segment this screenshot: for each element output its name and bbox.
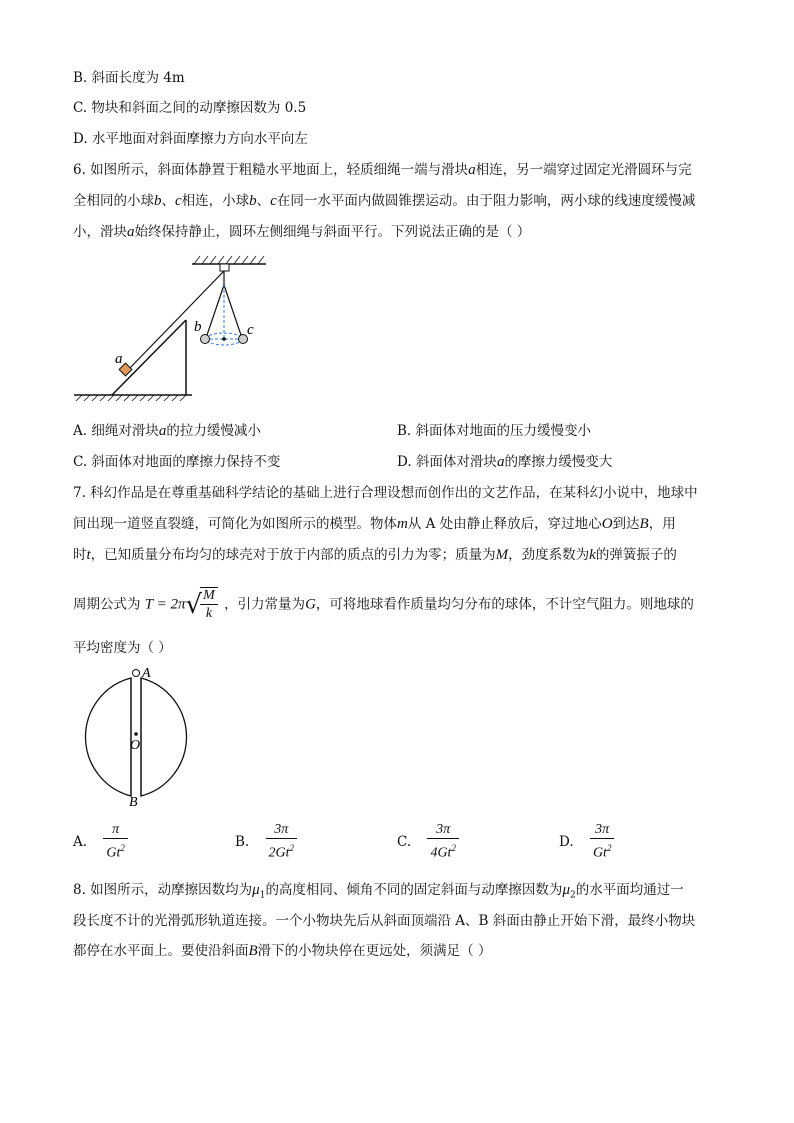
q5-option-d: D. 水平地面对斜面摩擦力方向水平向左 [73, 131, 308, 147]
q7-option-d: D. $\frac{3\pi}{Gt^2}$ [559, 822, 616, 863]
q7-stem-line3: 时t，已知质量分布均匀的球壳对于放于内部的质点的引力为零；质量为M，劲度系数为k的弹簧振子的 [73, 547, 677, 563]
q6-option-d: D. 斜面体对滑块a的摩擦力缓慢变大 [397, 454, 613, 470]
q6-figure [72, 252, 272, 402]
q6-option-b: B. 斜面体对地面的压力缓慢变小 [397, 423, 592, 439]
q8-stem-line2: 段长度不计的光滑弧形轨道连接。一个小物块先后从斜面顶端沿 A、B 斜面由静止开始下滑，最终小物块 [73, 913, 696, 929]
earth-right-half [141, 678, 187, 796]
q6-option-a: A. 细绳对滑块a的拉力缓慢减小 [73, 423, 261, 439]
incline-surface [112, 320, 186, 395]
q6-stem-line1: 6. 如图所示，斜面体静置于粗糙水平地面上，轻质细绳一端与滑块a相连，另一端穿过固定光滑圆环与完 [73, 162, 692, 178]
object-m [133, 670, 140, 677]
q7-stem-line5: 平均密度为（ ） [73, 640, 172, 656]
q6-stem-line2: 全相同的小球b、c相连，小球b、c在同一水平面内做圆锥摆运动。由于阻力影响，两小球的线速度缓慢减 [73, 193, 696, 209]
label-A: A [142, 666, 151, 681]
label-c: c [247, 322, 254, 338]
q8-stem-line3: 都停在水平面上。要使沿斜面B滑下的小物块停在更远处，须满足（ ） [73, 943, 492, 959]
q7-stem-line1: 7. 科幻作品是在尊重基础科学结论的基础上进行合理设想而创作出的文艺作品，在某科幻小说中，地球中 [73, 485, 698, 501]
earth-center [134, 732, 138, 736]
earth-left-half [85, 678, 131, 796]
q7-option-c: C. $\frac{3\pi}{4Gt^2}$ [397, 822, 461, 863]
label-B: B [129, 795, 138, 810]
string-to-b [206, 285, 224, 338]
q6-option-c: C. 斜面体对地面的摩擦力保持不变 [73, 454, 281, 470]
q5-option-b: B. 斜面长度为 4m [73, 70, 185, 86]
ground-hatch [76, 395, 186, 401]
q8-stem-line1: 8. 如图所示，动摩擦因数均为$\mu_1$的高度相同、倾角不同的固定斜面与动摩擦因数为$\mu_2$的水平面均通过一 [73, 882, 684, 901]
q5-option-c: C. 物块和斜面之间的动摩擦因数为 0.5 [73, 100, 307, 116]
label-O: O [130, 738, 141, 753]
string-to-block [128, 271, 224, 370]
ceiling-hatch [194, 256, 264, 264]
label-b: b [194, 319, 202, 335]
q6-stem-line3: 小，滑块a始终保持静止，圆环左侧细绳与斜面平行。下列说法正确的是（ ） [73, 224, 531, 240]
label-a: a [115, 351, 123, 367]
ball-b [201, 335, 210, 344]
period-formula: T = 2π√ $\frac{M}{k}$ [145, 587, 220, 623]
q7-option-b: B. $\frac{3\pi}{2Gt^2}$ [235, 822, 299, 863]
q7-stem-line4: 周期公式为 T = 2π√ $\frac{M}{k}$ ，引力常量为G，可将地球看作质量均匀分布的球体，不计空气阻力。则地球的 [73, 588, 694, 621]
q7-option-a: A. $\frac{\pi}{Gt^2}$ [73, 822, 130, 863]
cone-center [222, 337, 226, 341]
fixed-ring [220, 264, 229, 271]
q7-figure [68, 664, 204, 812]
q7-stem-line2: 间出现一道竖直裂缝，可简化为如图所示的模型。物体m从 A 处由静止释放后，穿过地心O到达B，用 [73, 516, 676, 532]
string-to-c [224, 285, 242, 338]
